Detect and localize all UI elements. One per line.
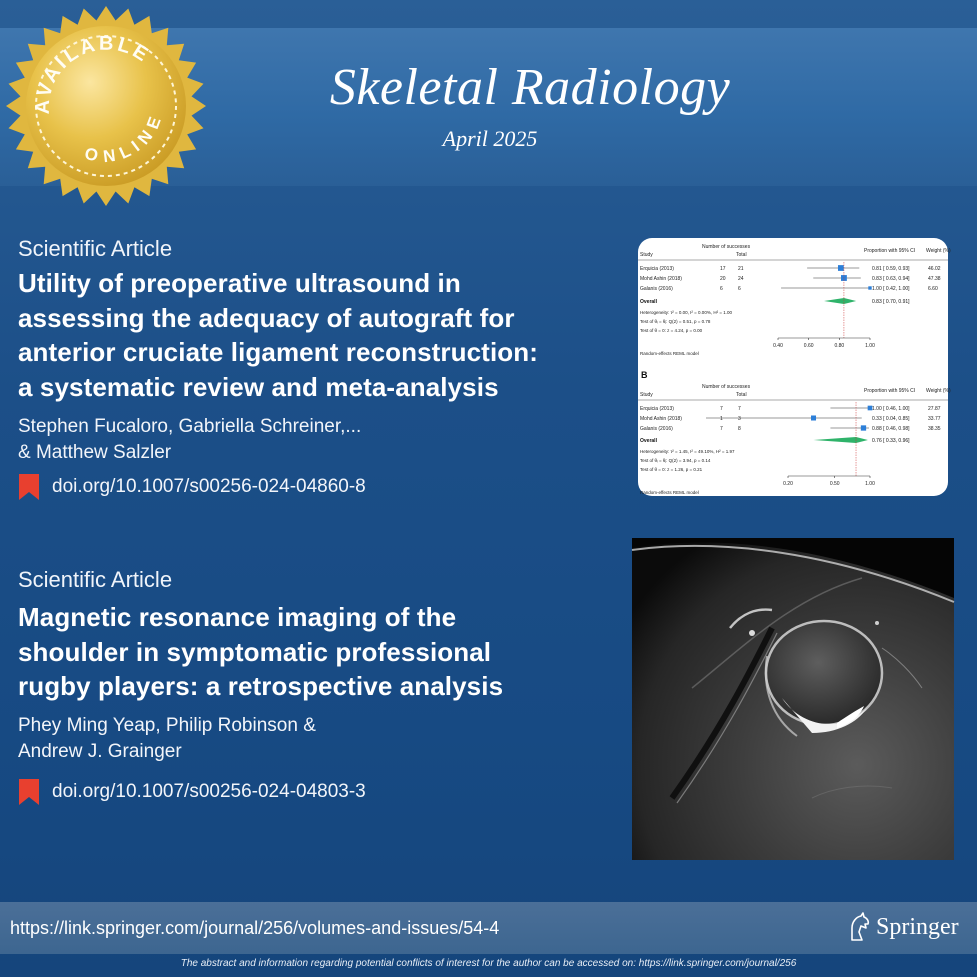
forest-row-successes: 20 xyxy=(720,276,726,282)
panel-b-head-prop: Proportion with 95% CI xyxy=(864,388,916,394)
issue-date: April 2025 xyxy=(442,126,538,151)
article-2-title[interactable] xyxy=(18,600,618,704)
panel-a-axis xyxy=(773,262,875,349)
bookmark-icon xyxy=(18,474,40,500)
forest-row-study: Galanis (2016) xyxy=(640,286,673,292)
panel-a-overall-label: Overall xyxy=(640,299,657,305)
forest-row-square xyxy=(838,265,844,271)
forest-axis-tick-label: 1.00 xyxy=(865,481,875,487)
forest-row-ci: 1.00 [ 0.42, 1.00] xyxy=(872,286,910,292)
forest-row-study: Galanis (2016) xyxy=(640,426,673,432)
article-2-title-line: rugby players: a retrospective analysis xyxy=(18,671,504,701)
panel-b-head-study: Study xyxy=(640,392,653,398)
forest-row-successes: 7 xyxy=(720,406,723,412)
forest-axis-tick-label: 0.50 xyxy=(829,481,840,487)
forest-row-study: Mohd Ashin (2018) xyxy=(640,276,682,282)
forest-overall-diamond xyxy=(814,437,868,443)
forest-row-weight: 38.35 xyxy=(928,426,941,432)
issue-url-link[interactable]: https://link.springer.com/journal/256/volumes-and-issues/54-4 xyxy=(10,918,500,938)
panel-a-head-study: Study xyxy=(640,252,653,258)
bookmark-icon xyxy=(18,779,40,805)
forest-plot-figure xyxy=(638,238,951,496)
panel-b-head-weight: Weight (%) xyxy=(926,388,951,394)
article-2-title-line: Magnetic resonance imaging of the xyxy=(18,602,457,632)
forest-row-study: Erquicia (2013) xyxy=(640,266,674,272)
forest-row-weight: 46.02 xyxy=(928,266,941,272)
forest-plot-svg xyxy=(638,238,951,496)
springer-horse-icon xyxy=(846,912,872,942)
article-2-doi-link[interactable]: doi.org/10.1007/s00256-024-04803-3 xyxy=(52,781,366,802)
article-2-author-line: Andrew J. Grainger xyxy=(18,741,182,762)
forest-axis-tick-label: 0.60 xyxy=(803,343,814,349)
forest-axis-tick-label: 1.00 xyxy=(865,343,875,349)
forest-row-square xyxy=(861,425,866,430)
forest-row-total: 24 xyxy=(738,276,744,282)
panel-b-model: Random-effects REML model xyxy=(640,490,699,495)
forest-row-ci: 0.33 [ 0.04, 0.85] xyxy=(872,416,910,422)
panel-b-head-successes: Number of successes xyxy=(702,384,751,390)
forest-row-ci: 0.81 [ 0.59, 0.93] xyxy=(872,266,910,272)
forest-axis-tick-label: 0.40 xyxy=(773,343,783,349)
forest-row-successes: 7 xyxy=(720,426,723,432)
panel-b-stat: Test of θᵢ = θⱼ: Q(2) = 3.94, p = 0.14 xyxy=(640,458,711,463)
disclaimer-text: The abstract and information regarding potential conflicts of interest for the author can be accessed on: https://link.springer.com/journal/256 xyxy=(180,958,797,969)
publisher-name: Springer xyxy=(876,913,959,940)
forest-row-successes: 17 xyxy=(720,266,726,272)
article-1-authors xyxy=(18,414,598,466)
forest-row-study: Mohd Ashin (2018) xyxy=(640,416,682,422)
article-1-doi-link[interactable]: doi.org/10.1007/s00256-024-04860-8 xyxy=(52,476,366,497)
forest-row-square xyxy=(811,415,816,420)
panel-a-stat: Heterogeneity: τ² = 0.00, I² = 0.00%, H² = 1.00 xyxy=(640,310,732,315)
footer-bar xyxy=(0,902,977,954)
article-1-title-line: a systematic review and meta-analysis xyxy=(18,371,499,402)
forest-row-total: 8 xyxy=(738,426,741,432)
article-2-doi-row[interactable] xyxy=(18,779,366,805)
forest-row-weight: 27.87 xyxy=(928,406,941,412)
available-online-seal xyxy=(0,0,212,212)
article-1-title[interactable] xyxy=(18,266,618,404)
article-1-section-label: Scientific Article xyxy=(18,236,173,261)
forest-row-total: 7 xyxy=(738,406,741,412)
panel-a-overall-ci: 0.83 [ 0.70, 0.91] xyxy=(872,299,910,305)
article-1-title-line: anterior cruciate ligament reconstruction: xyxy=(18,337,538,367)
forest-axis-tick-label: 0.20 xyxy=(783,481,793,487)
panel-b-label: B xyxy=(641,370,648,380)
panel-b-axis xyxy=(783,402,875,487)
panel-b-head-total: Total xyxy=(736,392,747,398)
forest-row-ci: 1.00 [ 0.46, 1.00] xyxy=(872,406,910,412)
publisher-logo[interactable] xyxy=(846,912,959,942)
mri-drawing xyxy=(632,538,954,860)
panel-a-model: Random-effects REML model xyxy=(640,351,699,356)
panel-b-overall-ci: 0.76 [ 0.33, 0.96] xyxy=(872,438,910,444)
article-1-title-line: assessing the adequacy of autograft for xyxy=(18,302,515,333)
forest-axis-tick-label: 0.80 xyxy=(834,343,845,349)
forest-row-total: 6 xyxy=(738,286,741,292)
panel-a-stat: Test of θᵢ = θⱼ: Q(2) = 0.51, p = 0.78 xyxy=(640,319,711,324)
shoulder-mri-image xyxy=(632,538,954,860)
forest-row-successes: 6 xyxy=(720,286,723,292)
article-1-author-line: Stephen Fucaloro, Gabriella Schreiner,... xyxy=(18,416,362,437)
forest-row-weight: 47.38 xyxy=(928,276,941,282)
forest-row-study: Erquicia (2013) xyxy=(640,406,674,412)
panel-a-head-successes: Number of successes xyxy=(702,244,751,250)
forest-row-weight: 33.77 xyxy=(928,416,941,422)
article-2-authors xyxy=(18,713,598,765)
panel-b-overall-label: Overall xyxy=(640,438,657,444)
panel-a-head-prop: Proportion with 95% CI xyxy=(864,248,916,254)
seal-line-available: AVAILABLE xyxy=(31,32,155,115)
forest-row-successes: 1 xyxy=(720,416,723,422)
article-2-author-line: Phey Ming Yeap, Philip Robinson & xyxy=(18,715,316,736)
panel-b-stat: Test of θ = 0: z = 1.26, p = 0.21 xyxy=(640,467,703,472)
panel-a-stat: Test of θ = 0: z = 4.24, p = 0.00 xyxy=(640,328,703,333)
article-1-title-line: Utility of preoperative ultrasound in xyxy=(18,268,461,298)
journal-title: Skeletal Radiology xyxy=(329,59,731,116)
forest-row-total: 3 xyxy=(738,416,741,422)
forest-row-ci: 0.88 [ 0.46, 0.98] xyxy=(872,426,910,432)
article-2-title-line: shoulder in symptomatic professional xyxy=(18,636,492,667)
article-1-author-line: & Matthew Salzler xyxy=(18,442,172,463)
article-1-doi-row[interactable] xyxy=(18,474,366,500)
panel-b-stat: Heterogeneity: τ² = 1.45, I² = 49.10%, H² = 1.97 xyxy=(640,449,735,454)
panel-a-head-total: Total xyxy=(736,252,747,258)
forest-row-weight: 6.60 xyxy=(928,286,938,292)
forest-row-total: 21 xyxy=(738,266,744,272)
article-2-section-label: Scientific Article xyxy=(18,567,173,592)
forest-overall-diamond xyxy=(824,298,856,304)
seal-line-online: ONLINE xyxy=(82,111,166,167)
panel-a-head-weight: Weight (%) xyxy=(926,248,951,254)
forest-row-ci: 0.83 [ 0.63, 0.94] xyxy=(872,276,910,282)
